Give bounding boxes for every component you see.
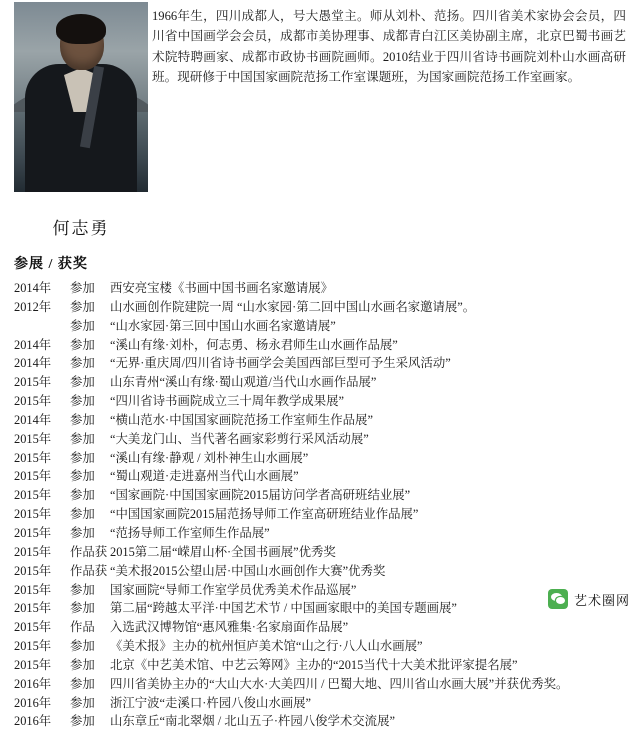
award-verb: 参加: [70, 318, 95, 333]
award-row: [14, 637, 628, 656]
award-text: “蜀山观道·走进嘉州当代山水画展”: [110, 469, 299, 484]
award-row: [14, 599, 628, 618]
award-verb: 参加: [70, 299, 95, 314]
award-row: [14, 279, 628, 298]
award-text: “国家画院·中国国家画院2015届访问学者高研班结业展”: [110, 488, 411, 503]
award-row: [14, 505, 628, 524]
award-row: [14, 298, 628, 317]
award-verb: 作品获: [70, 544, 108, 559]
award-verb: 参加: [70, 676, 95, 691]
award-row: [14, 543, 628, 562]
award-row: [14, 392, 628, 411]
award-verb: 参加: [70, 639, 95, 654]
award-verb: 参加: [70, 337, 95, 352]
award-row: [14, 675, 628, 694]
award-verb: 参加: [70, 412, 95, 427]
award-row: [14, 618, 628, 637]
award-text: 山东章丘“南北翠烟 / 北山五子·杵园八俊学术交流展”: [110, 714, 395, 729]
award-row: [14, 449, 628, 468]
award-text: “横山范水·中国国家画院范扬工作室师生作品展”: [110, 412, 373, 427]
award-verb: 参加: [70, 450, 95, 465]
award-row: [14, 562, 628, 581]
award-year: 2016年: [14, 695, 52, 710]
award-row: [14, 430, 628, 449]
bio-column: [150, 0, 640, 88]
award-row: [14, 317, 628, 336]
award-year: 2015年: [14, 639, 52, 654]
award-year: 2015年: [14, 525, 52, 540]
award-row: [14, 656, 628, 675]
award-verb: 参加: [70, 488, 95, 503]
award-row: [14, 712, 628, 731]
award-year: 2015年: [14, 394, 52, 409]
portrait-hair: [56, 14, 106, 44]
award-year: 2015年: [14, 620, 52, 635]
award-text: “范扬导师工作室师生作品展”: [110, 525, 270, 540]
portrait-column: [0, 0, 150, 239]
award-year: 2014年: [14, 412, 52, 427]
award-year: 2015年: [14, 469, 52, 484]
award-verb: 参加: [70, 281, 95, 295]
award-text: “大美龙门山、当代著名画家彩剪行采风活动展”: [110, 431, 369, 446]
artist-header: [0, 0, 640, 239]
award-text: 第二届“跨越太平洋·中国艺术节 / 中国画家眼中的美国专题画展”: [110, 601, 457, 616]
award-year: 2015年: [14, 450, 52, 465]
award-year: 2015年: [14, 375, 52, 390]
award-row: [14, 467, 628, 486]
award-verb: 参加: [70, 507, 95, 522]
award-text: “无界·重庆周/四川省诗书画学会美国西部巨型可予生采风活动”: [110, 356, 451, 371]
award-verb: 参加: [70, 582, 95, 597]
award-row: [14, 336, 628, 355]
artist-biography: 1966年生，四川成都人，号大愚堂主。师从刘朴、范扬。四川省美术家协会会员，四川省中国画学会会员，成都市美协理事、成都青白江区美协副主席，北京巴蜀书画艺术院特聘画家、成都市政协书画院画师。2010结业于四川省诗书画院刘朴山水画高研班。现研修于中国国家画院范扬工作室课题班，为国家画院范扬工作室画家。: [152, 9, 626, 85]
award-text: “溪山有缘·刘朴，何志勇、杨永君师生山水画作品展”: [110, 337, 398, 352]
award-year: 2016年: [14, 676, 52, 691]
award-verb: 作品获: [70, 563, 108, 578]
award-text: 入选武汉博物馆“惠风雅集·名家扇面作品展”: [110, 620, 349, 635]
award-year: 2016年: [14, 714, 52, 729]
award-text: 西安亮宝楼《书画中国书画名家邀请展》: [110, 281, 334, 295]
award-row: [14, 581, 628, 600]
award-verb: 参加: [70, 356, 95, 371]
award-verb: 参加: [70, 695, 95, 710]
award-verb: 参加: [70, 601, 95, 616]
award-text: 北京《中艺美术馆、中艺云筹网》主办的“2015当代十大美术批评家提名展”: [110, 657, 518, 672]
award-text: 四川省美协主办的“大山大水·大美四川 / 巴蜀大地、四川省山水画大展”并获优秀奖。: [110, 676, 569, 691]
section-title-awards: 参展 / 获奖: [14, 257, 88, 272]
award-text: 山水画创作院建院一周 “山水家园·第二回中国山水画名家邀请展”。: [110, 299, 476, 314]
award-text: 浙江宁波“走溪口·杵园八俊山水画展”: [110, 695, 311, 710]
award-verb: 参加: [70, 525, 95, 540]
awards-list: [14, 279, 628, 731]
award-row: [14, 373, 628, 392]
award-year: 2015年: [14, 507, 52, 522]
award-text: “美术报2015公望山居·中国山水画创作大赛”优秀奖: [110, 563, 386, 578]
award-text: 国家画院“导师工作室学员优秀美术作品巡展”: [110, 582, 357, 597]
award-verb: 参加: [70, 431, 95, 446]
award-row: [14, 524, 628, 543]
wechat-icon: [548, 589, 568, 609]
award-verb: 参加: [70, 469, 95, 484]
award-row: [14, 694, 628, 713]
award-year: 2014年: [14, 356, 52, 371]
award-verb: 参加: [70, 657, 95, 672]
artist-portrait-photo: [14, 2, 148, 192]
award-row: [14, 486, 628, 505]
award-verb: 参加: [70, 394, 95, 409]
award-row: [14, 411, 628, 430]
award-year: 2014年: [14, 281, 52, 295]
award-text: “溪山有缘·静观 / 刘朴神生山水画展”: [110, 450, 309, 465]
award-text: “山水家园·第三回中国山水画名家邀请展”: [110, 318, 336, 333]
award-year: 2015年: [14, 544, 52, 559]
award-text: 山东青州“溪山有缘·蜀山观道/当代山水画作品展”: [110, 375, 377, 390]
award-text: “中国国家画院2015届范扬导师工作室高研班结业作品展”: [110, 507, 419, 522]
award-text: 2015第二届“嵘眉山杯·全国书画展”优秀奖: [110, 544, 336, 559]
award-year: 2015年: [14, 657, 52, 672]
award-year: 2012年: [14, 299, 52, 314]
award-text: 《美术报》主办的杭州恒庐美术馆“山之行·八人山水画展”: [110, 639, 423, 654]
award-row: [14, 354, 628, 373]
award-year: 2015年: [14, 563, 52, 578]
award-year: 2014年: [14, 337, 52, 352]
award-year: 2015年: [14, 582, 52, 597]
award-year: 2015年: [14, 601, 52, 616]
footer-brand: [548, 589, 630, 609]
award-year: 2015年: [14, 488, 52, 503]
award-verb: 作品: [70, 620, 95, 635]
footer-brand-label: 艺术圈网: [573, 592, 630, 608]
award-text: “四川省诗书画院成立三十周年教学成果展”: [110, 394, 345, 409]
artist-name: 何志勇: [52, 219, 110, 238]
award-year: 2015年: [14, 431, 52, 446]
award-verb: 参加: [70, 375, 95, 390]
award-verb: 参加: [70, 714, 95, 729]
